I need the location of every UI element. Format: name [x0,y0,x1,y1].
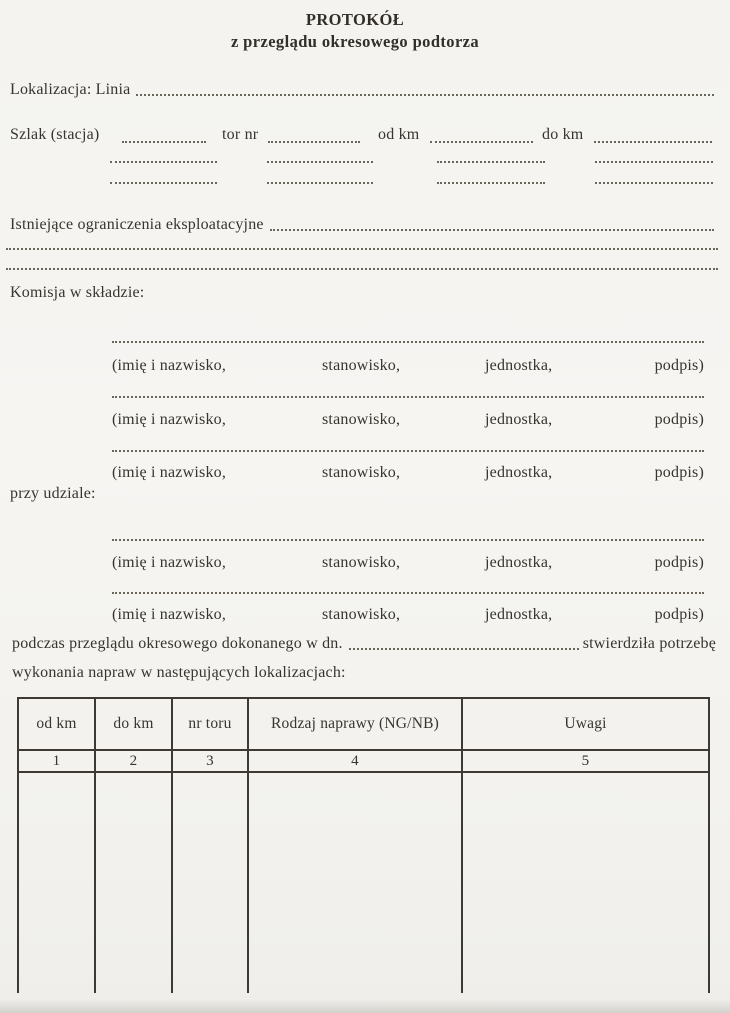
tor-nr-blank-row2 [267,161,373,163]
signature-caption-row [112,410,704,429]
caption-signature: podpis) [654,464,704,481]
caption-signature: podpis) [654,606,704,623]
caption-signature: podpis) [654,357,704,374]
caption-position: stanowisko, [322,606,401,623]
table-column-number: 1 [19,751,96,773]
tor-nr-blank-row1 [268,141,360,143]
statement-after-date: stwierdziła potrzebę [582,635,716,652]
do-km-blank-row1 [594,141,712,143]
participation-heading: przy udziale: [10,485,96,502]
table-body-cell-rodzaj-naprawy [249,773,463,993]
caption-position: stanowisko, [322,357,401,374]
caption-unit: jednostka, [485,411,553,428]
do-km-blank-row2 [595,161,713,163]
caption-unit: jednostka, [485,357,553,374]
table-column-number: 2 [96,751,173,773]
participation-signature-blank-2 [112,592,704,594]
do-km-label: do km [542,126,584,143]
repair-locations-table [17,697,710,993]
restrictions-blank-1 [270,229,714,231]
szlak-blank-row2 [110,161,217,163]
signature-caption-row [112,463,704,482]
od-km-blank-row3 [437,182,545,184]
table-body-cell-uwagi [463,773,708,993]
caption-name: (imię i nazwisko, [112,554,227,571]
linia-blank [136,94,714,96]
od-km-blank-row2 [437,161,545,163]
table-body-cell-nr-toru [173,773,249,993]
caption-unit: jednostka, [485,554,553,571]
szlak-blank-row3 [110,182,217,184]
szlak-blank-row1 [122,141,206,143]
szlak-label: Szlak (stacja) [10,126,100,143]
table-header-do-km: do km [96,699,173,751]
restrictions-line [10,215,718,234]
caption-name: (imię i nazwisko, [112,357,227,374]
participation-signature-blank-1 [112,539,704,541]
caption-signature: podpis) [654,554,704,571]
date-blank [349,648,579,650]
table-header-nr-toru: nr toru [173,699,249,751]
tor-nr-blank-row3 [267,182,373,184]
table-header-uwagi: Uwagi [463,699,708,751]
restrictions-blank-3 [6,268,718,270]
caption-position: stanowisko, [322,411,401,428]
od-km-blank-row1 [430,141,533,143]
signature-caption-row [112,356,704,375]
caption-signature: podpis) [654,411,704,428]
table-body-cell-do-km [96,773,173,993]
title-line-2: z przeglądu okresowego podtorza [230,32,480,51]
statement-line-2: wykonania napraw w następujących lokalizacjach: [12,664,346,681]
location-label: Lokalizacja: Linia [10,81,131,98]
table-header-rodzaj-naprawy: Rodzaj naprawy (NG/NB) [249,699,463,751]
table-body-cell-od-km [19,773,96,993]
od-km-label: od km [378,126,420,143]
table-header-od-km: od km [19,699,96,751]
caption-name: (imię i nazwisko, [112,464,227,481]
signature-caption-row [112,605,704,624]
caption-name: (imię i nazwisko, [112,411,227,428]
restrictions-label: Istniejące ograniczenia eksploatacyjne [10,216,264,233]
location-line [10,80,718,99]
title-line-1: PROTOKÓŁ [305,10,405,29]
caption-position: stanowisko, [322,464,401,481]
caption-unit: jednostka, [485,606,553,623]
document-title [0,9,710,53]
restrictions-blank-2 [6,248,718,250]
table-column-number: 3 [173,751,249,773]
caption-unit: jednostka, [485,464,553,481]
do-km-blank-row3 [595,182,713,184]
table-column-number: 5 [463,751,708,773]
statement-before-date: podczas przeglądu okresowego dokonanego w dn. [12,635,343,652]
commission-signature-blank-3 [112,450,704,452]
commission-heading: Komisja w składzie: [10,284,145,301]
signature-caption-row [112,553,704,572]
table-column-number: 4 [249,751,463,773]
statement-line-1 [12,634,716,653]
caption-name: (imię i nazwisko, [112,606,227,623]
commission-signature-blank-2 [112,396,704,398]
tor-nr-label: tor nr [222,126,259,143]
caption-position: stanowisko, [322,554,401,571]
commission-signature-blank-1 [112,341,704,343]
